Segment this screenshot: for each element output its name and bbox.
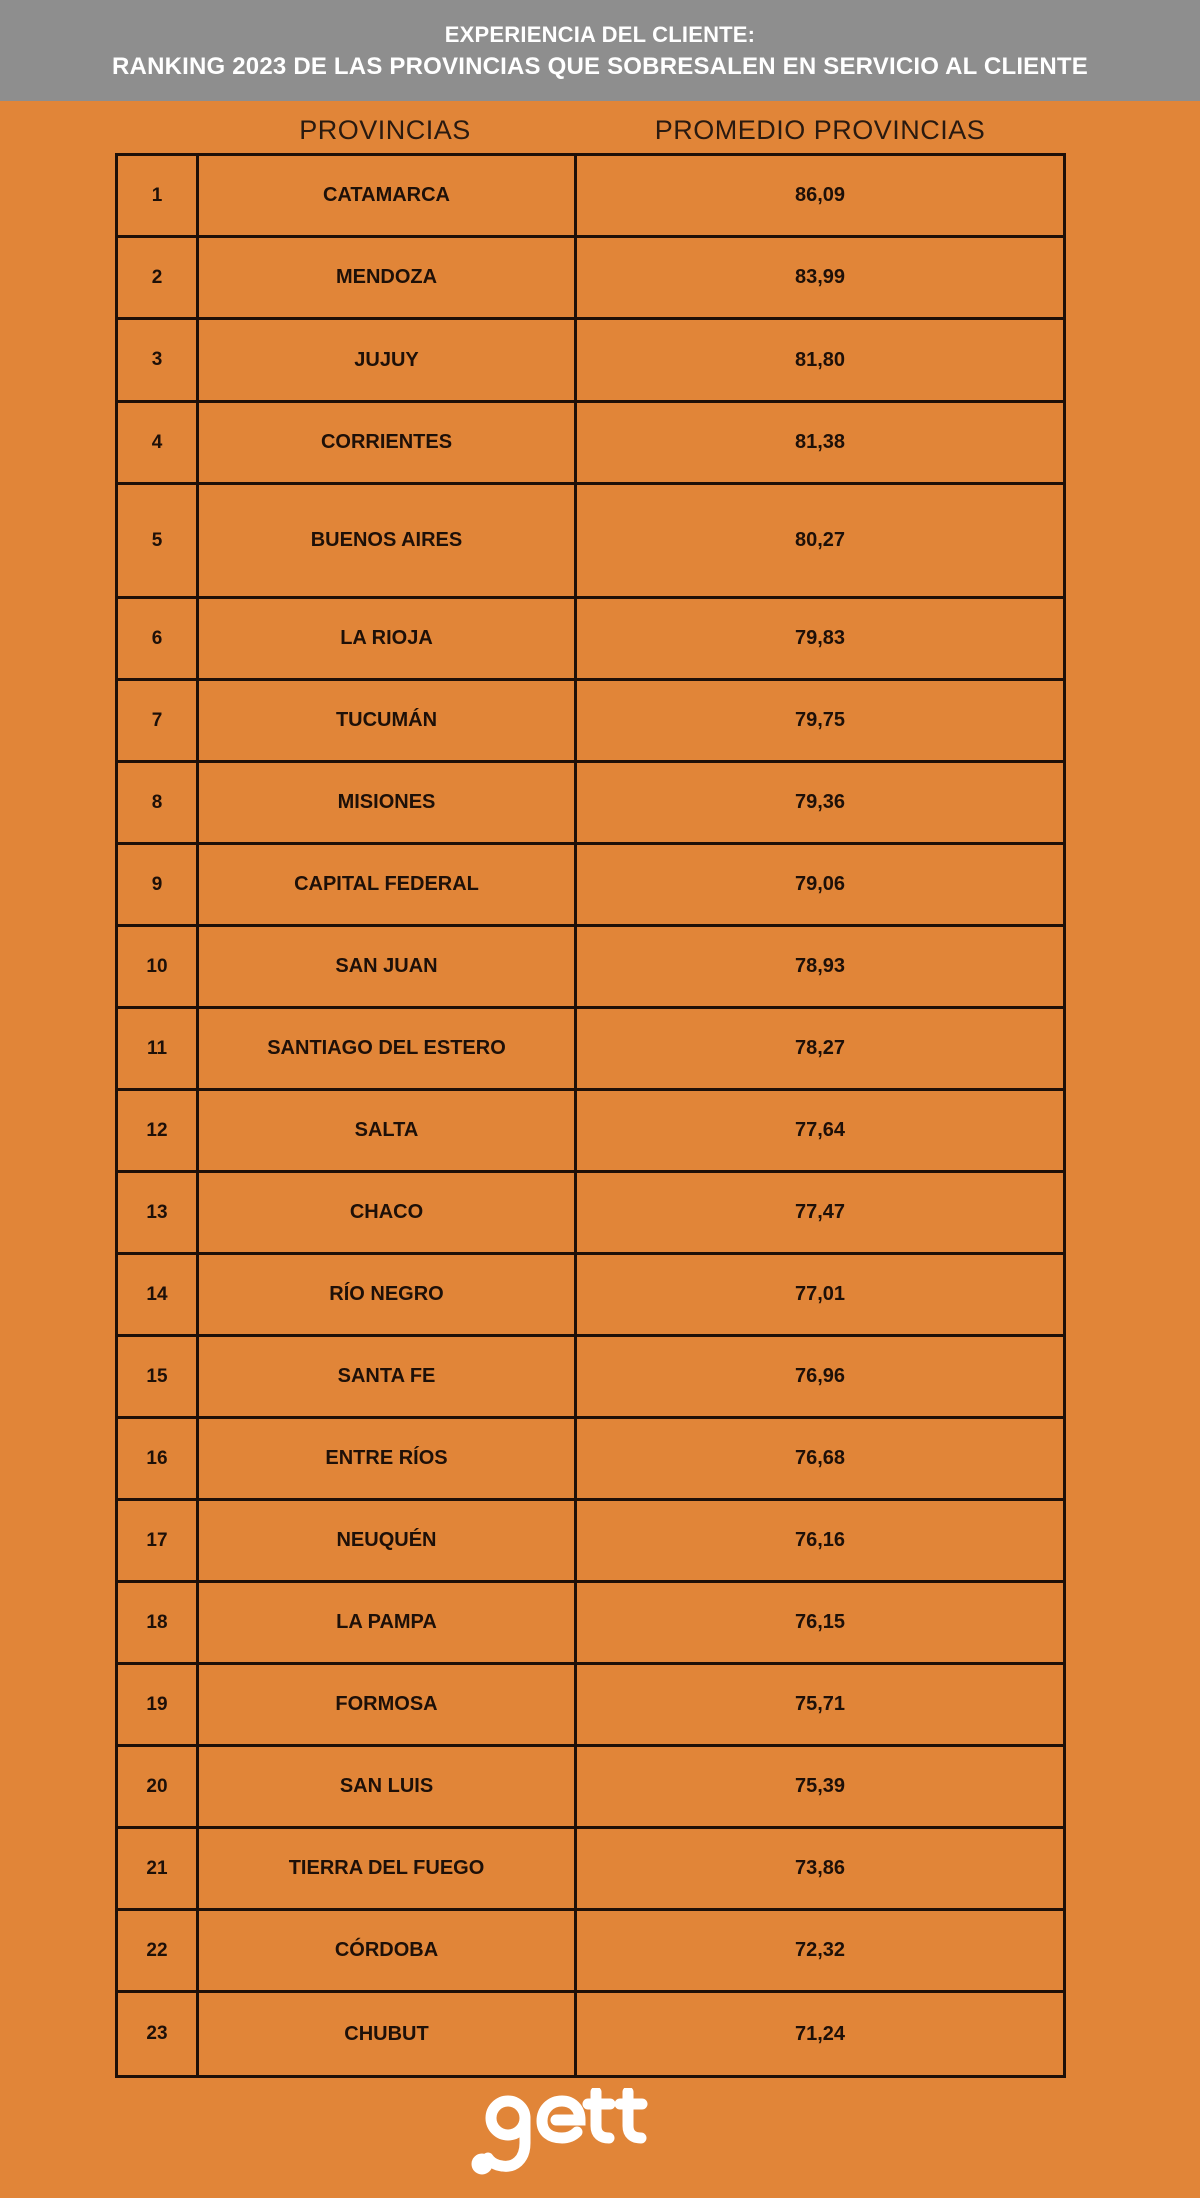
table-row: [118, 485, 1063, 599]
province-cell: MENDOZA: [199, 238, 577, 317]
table-row: [118, 845, 1063, 927]
province-cell: CATAMARCA: [199, 156, 577, 235]
rank-cell: 22: [118, 1911, 199, 1990]
table-row: [118, 238, 1063, 320]
rank-cell: 1: [118, 156, 199, 235]
rank-cell: 10: [118, 927, 199, 1006]
average-cell: 79,06: [794, 873, 846, 895]
table-row: [118, 1829, 1063, 1911]
title-banner: [0, 0, 1200, 101]
table-row: [118, 1255, 1063, 1337]
average-cell: 76,68: [794, 1447, 846, 1469]
table-row: [118, 1911, 1063, 1993]
province-cell: CHUBUT: [199, 1993, 577, 2075]
province-cell: TUCUMÁN: [199, 681, 577, 760]
rank-cell: 23: [118, 1993, 199, 2075]
rank-cell: 8: [118, 763, 199, 842]
table-row: [118, 681, 1063, 763]
average-cell: 72,32: [794, 1939, 846, 1961]
table-row: [118, 1993, 1063, 2075]
column-header-promedio: PROMEDIO PROVINCIAS: [654, 115, 986, 145]
rank-cell: 16: [118, 1419, 199, 1498]
table-row: [118, 1337, 1063, 1419]
rank-cell: 9: [118, 845, 199, 924]
gett-logo-icon: [470, 2088, 670, 2188]
table-row: [118, 927, 1063, 1009]
average-cell: 81,38: [794, 431, 846, 453]
province-cell: NEUQUÉN: [199, 1501, 577, 1580]
average-cell: 86,09: [794, 184, 846, 206]
rank-cell: 6: [118, 599, 199, 678]
ranking-table: [115, 153, 1066, 2078]
province-cell: CORRIENTES: [199, 403, 577, 482]
rank-cell: 12: [118, 1091, 199, 1170]
average-cell: 78,27: [794, 1037, 846, 1059]
rank-cell: 3: [118, 320, 199, 400]
rank-cell: 4: [118, 403, 199, 482]
rank-cell: 2: [118, 238, 199, 317]
rank-cell: 7: [118, 681, 199, 760]
average-cell: 76,15: [794, 1611, 846, 1633]
province-cell: SAN LUIS: [199, 1747, 577, 1826]
average-cell: 79,75: [794, 709, 846, 731]
table-row: [118, 1501, 1063, 1583]
average-cell: 80,27: [794, 529, 846, 551]
table-row: [118, 156, 1063, 238]
table-row: [118, 1173, 1063, 1255]
rank-cell: 18: [118, 1583, 199, 1662]
average-cell: 79,36: [794, 791, 846, 813]
average-cell: 76,16: [794, 1529, 846, 1551]
province-cell: JUJUY: [199, 320, 577, 400]
province-cell: SAN JUAN: [199, 927, 577, 1006]
province-cell: BUENOS AIRES: [199, 485, 577, 596]
table-row: [118, 1665, 1063, 1747]
rank-cell: 5: [118, 485, 199, 596]
province-cell: FORMOSA: [199, 1665, 577, 1744]
table-row: [118, 1583, 1063, 1665]
table-row: [118, 1747, 1063, 1829]
province-cell: CÓRDOBA: [199, 1911, 577, 1990]
average-cell: 78,93: [794, 955, 846, 977]
rank-cell: 19: [118, 1665, 199, 1744]
title-line-1: EXPERIENCIA DEL CLIENTE:: [444, 21, 756, 47]
province-cell: SALTA: [199, 1091, 577, 1170]
average-cell: 71,24: [794, 2022, 846, 2045]
province-cell: CHACO: [199, 1173, 577, 1252]
table-row: [118, 599, 1063, 681]
province-cell: TIERRA DEL FUEGO: [199, 1829, 577, 1908]
average-cell: 77,64: [794, 1119, 846, 1141]
province-cell: SANTA FE: [199, 1337, 577, 1416]
table-row: [118, 1009, 1063, 1091]
average-cell: 79,83: [794, 627, 846, 649]
average-cell: 81,80: [794, 348, 846, 371]
rank-cell: 13: [118, 1173, 199, 1252]
average-cell: 76,96: [794, 1365, 846, 1387]
rank-cell: 11: [118, 1009, 199, 1088]
rank-cell: 17: [118, 1501, 199, 1580]
table-row: [118, 403, 1063, 485]
average-cell: 83,99: [794, 266, 846, 288]
average-cell: 77,01: [794, 1283, 846, 1305]
average-cell: 77,47: [794, 1201, 846, 1223]
title-line-2: RANKING 2023 DE LAS PROVINCIAS QUE SOBRESALEN EN SERVICIO AL CLIENTE: [112, 52, 1088, 80]
province-cell: RÍO NEGRO: [199, 1255, 577, 1334]
province-cell: LA RIOJA: [199, 599, 577, 678]
average-cell: 75,71: [794, 1693, 846, 1715]
average-cell: 75,39: [794, 1775, 846, 1797]
province-cell: LA PAMPA: [199, 1583, 577, 1662]
column-header-provincias: PROVINCIAS: [299, 115, 471, 145]
table-row: [118, 1091, 1063, 1173]
rank-cell: 15: [118, 1337, 199, 1416]
rank-cell: 21: [118, 1829, 199, 1908]
province-cell: ENTRE RÍOS: [199, 1419, 577, 1498]
province-cell: CAPITAL FEDERAL: [199, 845, 577, 924]
rank-cell: 14: [118, 1255, 199, 1334]
table-row: [118, 763, 1063, 845]
table-row: [118, 1419, 1063, 1501]
table-row: [118, 320, 1063, 403]
rank-cell: 20: [118, 1747, 199, 1826]
province-cell: MISIONES: [199, 763, 577, 842]
province-cell: SANTIAGO DEL ESTERO: [199, 1009, 577, 1088]
average-cell: 73,86: [794, 1857, 846, 1879]
